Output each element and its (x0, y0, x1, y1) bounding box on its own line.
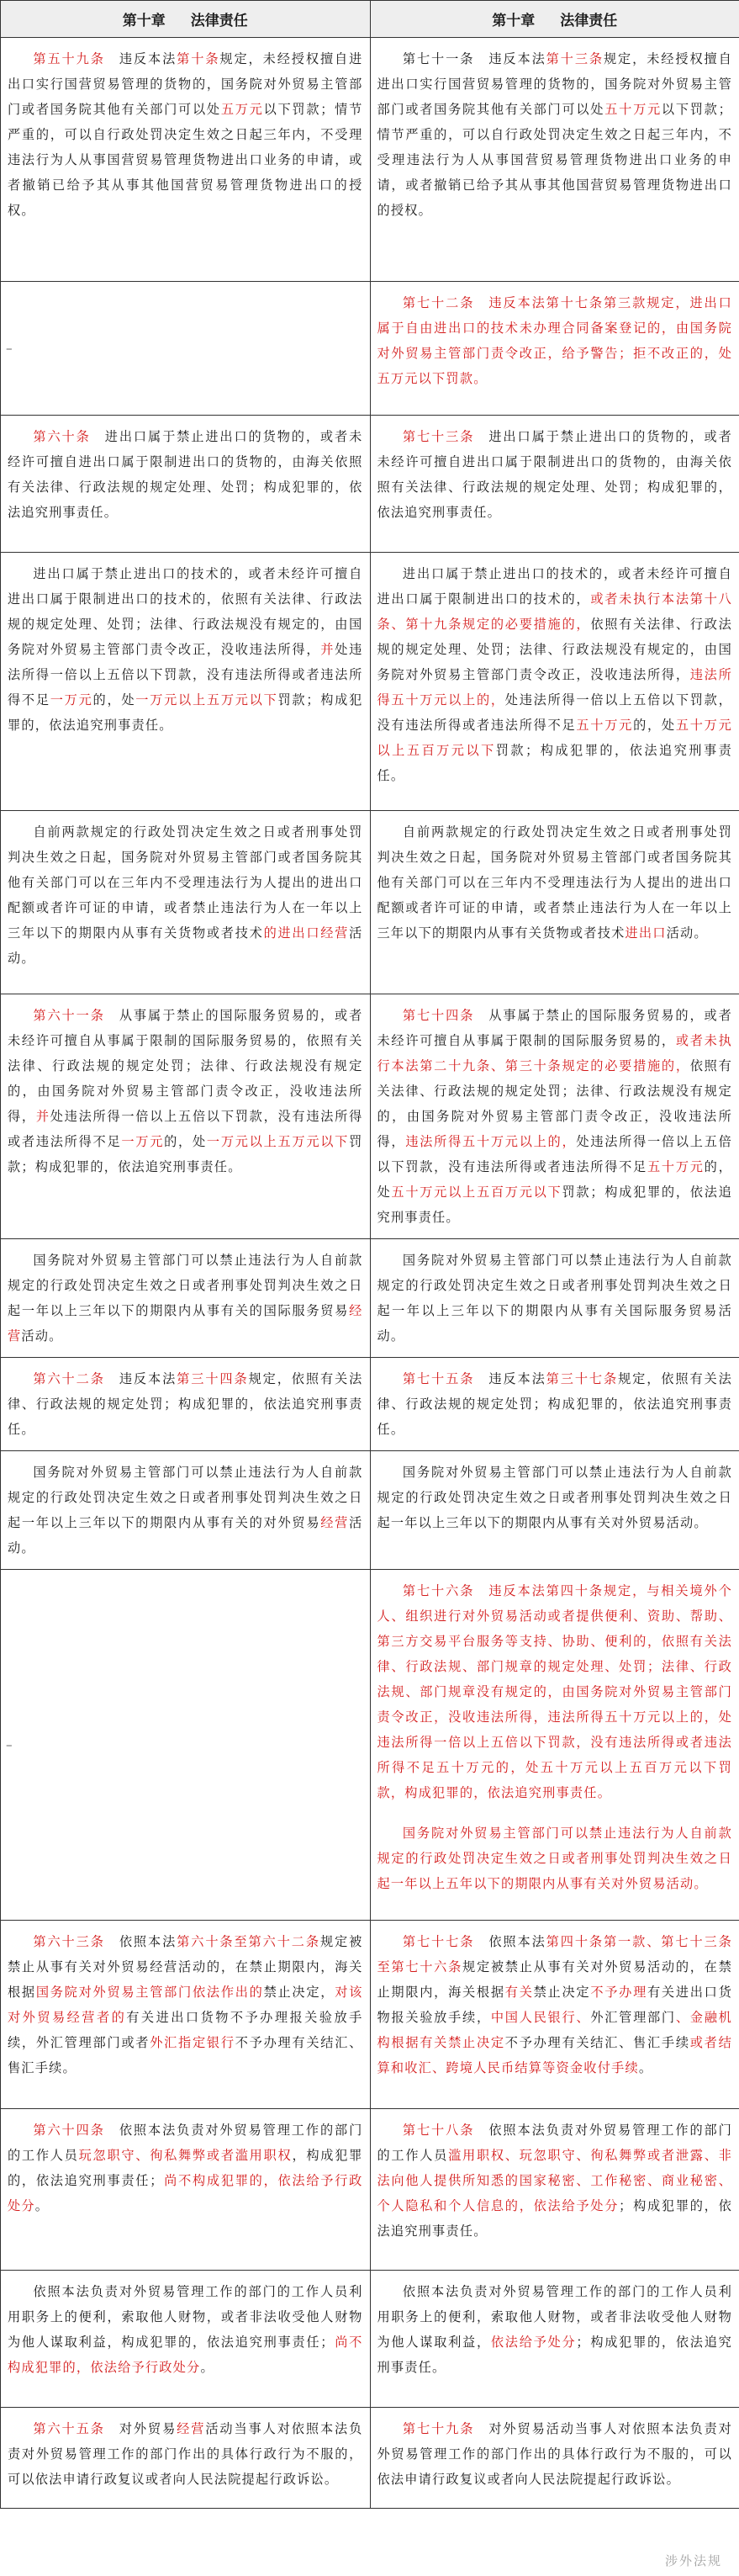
watermark: 涉外法规 (664, 2553, 722, 2568)
table-row (1, 994, 739, 1239)
amended-text: 第六十条 (33, 429, 91, 444)
table-row (1, 1921, 739, 2109)
new-law-cell (370, 1239, 739, 1358)
amended-text: 第十条 (177, 51, 220, 66)
article-text: 国务院对外贸易主管部门可以禁止违法行为人自前款规定的行政处罚决定生效之日或者刑事处罚判决生效之日起一年以上三年以下的期限内从事有关的国际服务贸易 (8, 1253, 363, 1318)
article-text: 未经许可擅自进出口属于限制进出口的技术的， (377, 566, 732, 607)
header-new-law: 第十章 法律责任 (370, 1, 739, 38)
article-text: 规定，依照有关法律、行政法规的规定处罚；构成犯罪的，依法追究刑事责任。 (8, 1371, 363, 1437)
amended-text: 并 (35, 1109, 50, 1124)
article-text: 的，处 (92, 692, 136, 708)
amended-text: 经营 (177, 2421, 206, 2436)
old-law-cell (1, 1921, 371, 2109)
amended-text: 第六十二条 (33, 1371, 105, 1386)
table-row (1, 553, 739, 811)
article-text: 依照有关法律、行政法规的规定处理、处罚；法律、行政法规没有规定的，由国务院对外贸易主管部门责令改正，没收违法所得， (377, 617, 733, 682)
article-text: 外汇管理部门 (590, 2010, 676, 2025)
article-paragraph (377, 1460, 733, 1535)
amended-text: 五十万元 (604, 102, 662, 117)
article-text: 罚款；构成犯罪的，依法追究刑事责任。 (377, 1185, 732, 1225)
article-text: 活动。 (8, 1515, 363, 1556)
article-paragraph (377, 1578, 733, 1805)
article-paragraph (377, 2279, 733, 2380)
empty-cell-dash: – (6, 341, 13, 356)
amended-text: 不予办理 (590, 1985, 647, 2000)
amended-text: 第七十二条 违反本法第十七条第三款规定，进出口属于自由进出口的技术未办理合同备案登记的，由国务院对外贸易主管部门责令改正，给予警告；拒不改正的，处五万元以下罚款。 (377, 295, 732, 386)
article-paragraph (8, 1929, 363, 2080)
amended-text: 第七十五条 (402, 1371, 475, 1386)
article-text: 国务院对外贸易主管部门可以禁止违法行为人自前款规定的行政处罚决定生效之日或者刑事处罚判决生效之日起一年以上三年以下的期限内从事有关国际服务贸易活动。 (377, 1253, 732, 1344)
amended-text: 第七十四条 (402, 1008, 475, 1023)
old-law-cell (1, 282, 371, 416)
article-paragraph (377, 1821, 733, 1896)
table-row (1, 2109, 739, 2271)
amended-text: 中国人民银行、 (490, 2010, 591, 2025)
amended-text: 、金融机构根据有关禁止决定 (377, 2010, 733, 2050)
amended-text: 或者未执行本法第二十九条、第三十条规定的必要措施的， (377, 1033, 732, 1073)
amended-text: 五万元 (220, 102, 264, 117)
article-text: 依照本法 (474, 1934, 546, 1949)
article-text: 活动。 (21, 1328, 63, 1344)
amended-text: 或者未执行本法第十八条、第十九条规定的必要措施的， (377, 591, 733, 632)
amended-text: 国务院对外贸易主管部门依法作出的 (35, 1985, 264, 2000)
article-paragraph (377, 819, 733, 946)
new-law-cell (370, 1921, 739, 2109)
article-paragraph (8, 46, 363, 223)
article-paragraph (377, 2416, 733, 2492)
table-row (1, 1358, 739, 1451)
article-text: 罚款；构成犯罪的，依法追究刑事责任。 (377, 743, 733, 783)
article-text: 规定，依照有关法律、行政法规的规定处罚；构成犯罪的，依法追究刑事责任。 (377, 1371, 732, 1437)
article-text: 依照本法负责对外贸易管理工作的部门的工作人员 (8, 2123, 363, 2163)
amended-text: 五十万元以上五百万元以下 (377, 718, 732, 758)
article-text: 不予办理有关结汇、售汇手续 (504, 2035, 690, 2050)
amended-text: 对该对外贸易经营者的 (8, 1985, 363, 2025)
new-law-cell (370, 1358, 739, 1451)
article-text: 进出口属于禁止进出口的货物的，或者未经许可擅自进出口属于限制进出口的货物的，由海关依照有关法律、行政法规的规定处理、处罚；构成犯罪的，依法追究刑事责任。 (8, 429, 363, 520)
article-paragraph (8, 1248, 363, 1349)
article-text: 依照本法负责对外贸易管理工作的部门的工作人员利用职务上的便利，索取他人财物，或者非法收受他人财物为他人谋取利益， (377, 2284, 732, 2350)
table-row (1, 811, 739, 994)
article-paragraph (377, 1366, 733, 1442)
article-text: 的，处 (164, 1134, 207, 1149)
article-paragraph (377, 561, 733, 788)
article-text: 自前两款规定的行政处罚决定生效之日或者刑事处罚判决生效之日起，国务院对外贸易主管部门或者国务院其他有关部门可以在三年内不受理违法行为人提出的进出口配额或者许可证的申请，或者禁止违法行为人在一年以上三年以下的期限内从事有关货物或者技术 (377, 824, 732, 941)
article-text: 罚款；构成犯罪的，依法追究刑事责任。 (8, 1134, 363, 1174)
article-text: 依照本法负责对外贸易管理工作的部门的工作人员 (377, 2123, 732, 2163)
article-text: 规定被禁止从事有关对外贸易活动的，在禁止期限内，海关根据 (377, 1959, 732, 2000)
amended-text: 第七十九条 (402, 2421, 475, 2436)
amended-text: 尚不构成犯罪的，依法给予行政处分 (8, 2173, 363, 2213)
article-text: 规定被禁止从事有关对外贸易经营活动的，在禁止期限内，海关根据 (8, 1934, 363, 2000)
table-row (1, 282, 739, 416)
amended-text: 的进出口经营 (263, 925, 350, 941)
old-law-cell (1, 2271, 371, 2408)
article-text: 禁止决定， (263, 1985, 335, 2000)
new-law-cell (370, 282, 739, 416)
article-text: 违反本法 (104, 1371, 177, 1386)
article-text: 违反本法 (474, 51, 546, 66)
amended-text: 一万元 (121, 1134, 165, 1149)
amended-text: 第十三条 (546, 51, 604, 66)
amended-text: 第七十八条 (402, 2123, 475, 2138)
old-law-cell (1, 1451, 371, 1570)
article-paragraph (377, 424, 733, 525)
old-law-cell (1, 2109, 371, 2271)
amended-text: 第三十七条 (546, 1371, 619, 1386)
article-text: 有关进出口货物报关验放手续， (377, 1985, 732, 2025)
article-paragraph (8, 424, 363, 525)
table-row (1, 2271, 739, 2408)
article-text: 规定，未经授权擅自进出口实行国营贸易管理的货物的，国务院对外贸易主管部门或者国务院其他有关部门可以处 (8, 51, 363, 117)
table-row (1, 2408, 739, 2509)
amended-text: 违法所得五十万元以上的， (405, 1134, 577, 1149)
article-text: 对外贸易 (104, 2421, 177, 2436)
amended-text: 第六十条至第六十二条 (177, 1934, 320, 1949)
article-text: 进出口属于禁止进出口的技术的，或者未经许可擅自进出口属于限制进出口的技术的，依照有关法律、行政法规的规定处理、处罚；法律、行政法规没有规定的，由国务院对外贸易主管部门责令改正，没收违法所得， (8, 566, 363, 657)
article-text: 。 (638, 2060, 653, 2075)
article-paragraph (8, 2118, 363, 2218)
old-law-cell (1, 1358, 371, 1451)
empty-cell-dash: – (6, 1737, 13, 1752)
article-text: 违反本法 (104, 51, 177, 66)
article-text: 规定，未经授权擅自进出口实行国营贸易管理的货物的，国务院对外贸易主管部门或者国务院其他有关部门可以处 (377, 51, 732, 117)
amended-text: 第六十三条 (33, 1934, 105, 1949)
old-law-cell (1, 38, 371, 282)
old-law-cell (1, 416, 371, 553)
amended-text: 第七十六条 违反本法第四十条规定，与相关境外个人、组织进行对外贸易活动或者提供便利、资助、帮助、第三方交易平台服务等支持、协助、便利的，依照有关法律、行政法规、部门规章的规定处理、处罚；法律、行政法规、部门规章没有规定的，由国务院对外贸易主管部门责令改正，没收违法所得，违法所得五十万元以上的，处违法所得一倍以上五倍以下罚款，没有违法所得或者违法所得不足五十万元的，处五十万元以上五百万元以下罚款，构成犯罪的，依法追究刑事责任。 (377, 1583, 732, 1800)
article-paragraph (377, 2118, 733, 2244)
article-paragraph (8, 1003, 363, 1179)
article-text: 国务院对外贸易主管部门可以禁止违法行为人自前款规定的行政处罚决定生效之日或者刑事处罚判决生效之日起一年以上三年以下的期限内从事有关对外贸易活动。 (377, 1465, 732, 1530)
amended-text: 一万元以上五万元以下 (206, 1134, 350, 1149)
article-text: 从事属于禁止的国际服务贸易的，或者未经许可擅自从事属于限制的国际服务贸易的， (377, 1008, 732, 1048)
amended-text: 滥用职权、玩忽职守、徇私舞弊或者泄露、非法向他人提供所知悉的国家秘密、工作秘密、商业秘密、个人隐私和个人信息的，依法给予处分 (377, 2148, 733, 2213)
old-law-cell (1, 2408, 371, 2509)
amended-text: 第七十三条 (402, 429, 475, 444)
amended-text: 第六十一条 (33, 1008, 105, 1023)
article-text: 处违法所得一倍以上五倍以下罚款，没有违法所得或者违法所得不足 (8, 1109, 363, 1149)
new-law-cell (370, 416, 739, 553)
article-text: 活动当事人对依照本法负责对外贸易管理工作的部门作出的具体行政行为不服的，可以依法申请行政复议或者向人民法院提起行政诉讼。 (8, 2421, 363, 2487)
new-law-cell (370, 2271, 739, 2408)
amended-text: 违法所得五十万元以上的， (377, 667, 732, 708)
new-law-cell (370, 811, 739, 994)
new-law-cell (370, 994, 739, 1239)
article-text: 的，处 (633, 718, 676, 733)
article-text: ，构成犯罪的，依法追究刑事责任； (8, 2148, 363, 2188)
table-row (1, 38, 739, 282)
amended-text: 第六十四条 (33, 2123, 105, 2138)
article-text: 第七十一条 (402, 51, 475, 66)
article-text: 处违法所得一倍以上五倍以下罚款，没有违法所得或者违法所得不足 (377, 692, 732, 733)
amended-text: 或者结算和收汇、跨境人民币结算等资金收付手续 (377, 2035, 732, 2075)
article-paragraph (377, 46, 733, 223)
table-row (1, 1451, 739, 1570)
amended-text: 并 (320, 642, 335, 657)
old-law-cell (1, 553, 371, 811)
amended-text: 有关 (504, 1985, 534, 2000)
amended-text: 第五十九条 (33, 51, 105, 66)
article-paragraph (8, 2416, 363, 2492)
old-law-cell (1, 1239, 371, 1358)
article-text: 进出口属于禁止进出口的货物的，或者未经许可擅自进出口属于限制进出口的货物的，由海关依照有关法律、行政法规的规定处理、处罚；构成犯罪的，依法追究刑事责任。 (377, 429, 732, 520)
article-text: 活动。 (666, 925, 708, 941)
amended-text: 经营 (320, 1515, 350, 1530)
article-text: 从事属于禁止的国际服务贸易的，或者未经许可擅自从事属于限制的国际服务贸易的，依照有关法律、行政法规的规定处罚；法律、行政法规没有规定的，由国务院对外贸易主管部门责令改正，没收违法所得， (8, 1008, 363, 1124)
article-text: 处违法所得一倍以上五倍以下罚款，没有违法所得或者违法所得不足 (377, 1134, 733, 1174)
article-text: 国务院对外贸易主管部门可以禁止违法行为人自前款规定的行政处罚决定生效之日或者刑事处罚判决生效之日起一年以上三年以下的期限内从事有关的对外贸易 (8, 1465, 363, 1530)
table-row (1, 1570, 739, 1921)
amended-text: 第四十条第一款、第七十三条至第七十六条 (377, 1934, 732, 1974)
amended-text: 尚不构成犯罪的，依法给予行政处分 (8, 2335, 363, 2375)
amended-text: 第六十五条 (33, 2421, 105, 2436)
amended-text: 第七十七条 (402, 1934, 475, 1949)
amended-text: 五十万元 (647, 1159, 705, 1174)
article-text: 处违法所得一倍以上五倍以下罚款，没有违法所得或者违法所得不足 (8, 642, 363, 708)
old-law-cell (1, 1570, 371, 1921)
article-paragraph (377, 290, 733, 391)
table-row (1, 1239, 739, 1358)
amended-text: 依法给予处分 (490, 2335, 577, 2350)
new-law-cell (370, 1570, 739, 1921)
amended-text: 五十万元 (576, 718, 634, 733)
amended-text: 第三十四条 (177, 1371, 249, 1386)
table-row (1, 416, 739, 553)
amended-text: 五十万元以上五百万元以下 (391, 1185, 562, 1200)
new-law-cell (370, 553, 739, 811)
article-text: 。 (200, 2360, 214, 2375)
article-paragraph (8, 1366, 363, 1442)
amended-text: 外汇指定银行 (150, 2035, 235, 2050)
article-text: 依照有关法律、行政法规的规定处罚；法律、行政法规没有规定的，由国务院对外贸易主管部门责令改正，没收违法所得， (377, 1058, 732, 1149)
amended-text: 玩忽职守、徇私舞弊或者滥用职权 (78, 2148, 293, 2163)
article-paragraph (8, 561, 363, 738)
article-text: 以下罚款；情节严重的，可以自行政处罚决定生效之日起三年内，不受理违法行为人从事国营贸易管理货物进出口业务的申请，或者撤销已给予其从事其他国营贸易管理货物进出口的授权。 (8, 102, 363, 218)
header-old-law: 第十章 法律责任 (1, 1, 371, 38)
old-law-cell (1, 811, 371, 994)
article-text: 进出口属于禁止进出口的技术的，或者 (402, 566, 647, 581)
article-text: 的，处 (377, 1159, 732, 1200)
article-text: 依照本法负责对外贸易管理工作的部门的工作人员利用职务上的便利，索取他人财物，或者非法收受他人财物为他人谋取利益，构成犯罪的，依法追究刑事责任； (8, 2284, 363, 2350)
article-text: 以下罚款；情节严重的，可以自行政处罚决定生效之日起三年内，不受理违法行为人从事国营贸易管理货物进出口业务的申请，或者撤销已给予其从事其他国营贸易管理货物进出口的授权。 (377, 102, 732, 218)
new-law-cell (370, 38, 739, 282)
article-paragraph (377, 1003, 733, 1230)
article-text: 活动。 (8, 925, 363, 966)
article-paragraph (377, 1248, 733, 1349)
new-law-cell (370, 2109, 739, 2271)
amended-text: 国务院对外贸易主管部门可以禁止违法行为人自前款规定的行政处罚决定生效之日或者刑事处罚判决生效之日起一年以上五年以下的期限内从事有关对外贸易活动。 (377, 1826, 732, 1891)
old-law-cell (1, 994, 371, 1239)
article-paragraph (377, 1929, 733, 2080)
article-text: ；构成犯罪的，依法追究刑事责任。 (377, 2198, 732, 2239)
article-text: 对外贸易活动当事人对依照本法负责对外贸易管理工作的部门作出的具体行政行为不服的，可以依法申请行政复议或者向人民法院提起行政诉讼。 (377, 2421, 732, 2487)
new-law-cell (370, 1451, 739, 1570)
article-text: 违反本法 (474, 1371, 546, 1386)
article-text: ；构成犯罪的，依法追究刑事责任。 (377, 2335, 733, 2375)
article-text: 罚款；构成犯罪的，依法追究刑事责任。 (8, 692, 363, 733)
article-text: 有关进出口货物不予办理报关验放手续，外汇管理部门或者 (8, 2010, 363, 2050)
article-paragraph (8, 2279, 363, 2380)
article-text: 。 (34, 2198, 50, 2213)
amended-text: 一万元以上五万元以下 (135, 692, 278, 708)
article-text: 依照本法 (104, 1934, 177, 1949)
new-law-cell (370, 2408, 739, 2509)
article-text: 自前两款规定的行政处罚决定生效之日或者刑事处罚判决生效之日起，国务院对外贸易主管部门或者国务院其他有关部门可以在三年内不受理违法行为人提出的进出口配额或者许可证的申请，或者禁止违法行为人在一年以上三年以下的期限内从事有关货物或者技术 (8, 824, 363, 941)
article-text: 禁止决定 (533, 1985, 591, 2000)
article-text: 不予办理有关结汇、售汇手续。 (8, 2035, 363, 2075)
article-paragraph (8, 819, 363, 971)
amended-text: 进出口 (625, 925, 667, 941)
article-paragraph (8, 1460, 363, 1561)
amended-text: 经营 (8, 1303, 363, 1344)
amended-text: 一万元 (50, 692, 93, 708)
